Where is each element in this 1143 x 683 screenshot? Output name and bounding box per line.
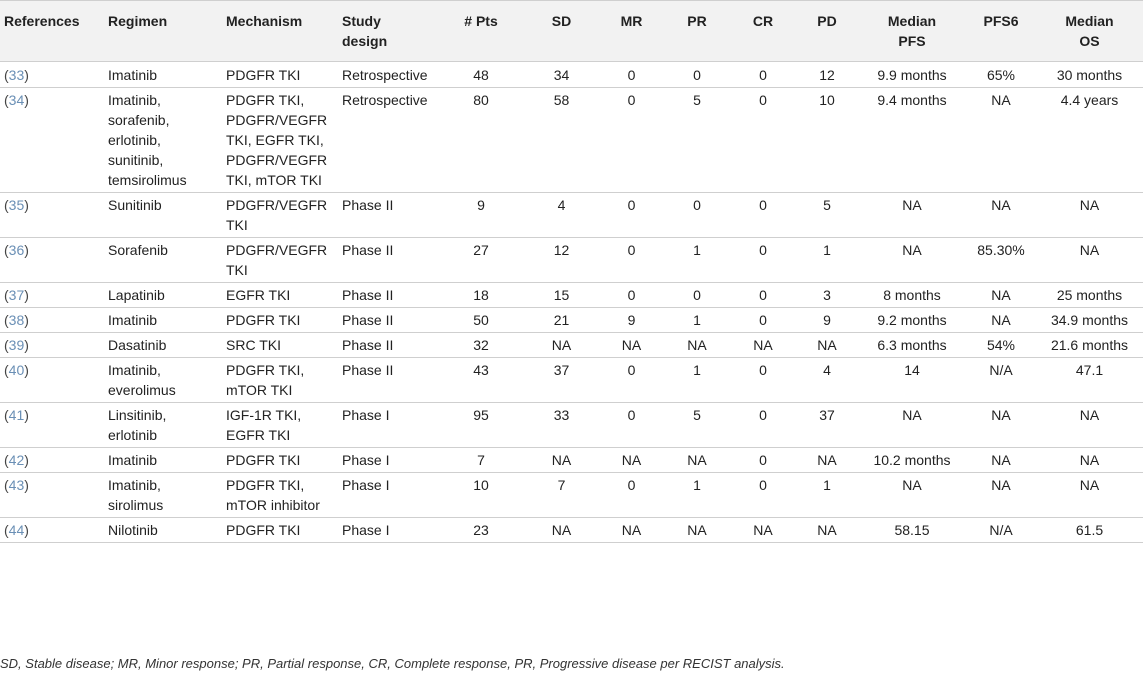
- median-os-cell: 61.5: [1036, 518, 1143, 543]
- header-median-os: Median OS: [1036, 1, 1143, 62]
- reference-close-paren: ): [24, 477, 29, 493]
- header-sd: SD: [524, 1, 599, 62]
- table-row: [0, 238, 1143, 283]
- pfs6-cell: 85.30%: [966, 238, 1036, 283]
- reference-open-paren: (: [4, 362, 9, 378]
- regimen-cell: Sorafenib: [104, 238, 222, 283]
- reference-close-paren: ): [24, 92, 29, 108]
- study-design-cell: Phase I: [338, 473, 438, 518]
- reference-cell: [0, 283, 104, 308]
- study-design-cell: Phase II: [338, 358, 438, 403]
- sd-cell: 58: [524, 88, 599, 193]
- median-os-cell: NA: [1036, 448, 1143, 473]
- reference-link[interactable]: 35: [8, 197, 25, 213]
- median-pfs-cell: 14: [858, 358, 966, 403]
- study-design-cell: Phase II: [338, 308, 438, 333]
- pr-cell: 5: [664, 88, 730, 193]
- reference-link[interactable]: 44: [8, 522, 25, 538]
- sd-cell: 33: [524, 403, 599, 448]
- pts-cell: 9: [438, 193, 524, 238]
- median-pfs-cell: NA: [858, 238, 966, 283]
- pts-cell: 80: [438, 88, 524, 193]
- pr-cell: NA: [664, 333, 730, 358]
- mr-cell: 0: [599, 238, 664, 283]
- table-row: [0, 358, 1143, 403]
- regimen-cell: Dasatinib: [104, 333, 222, 358]
- mechanism-cell: PDGFR TKI, PDGFR/VEGFR TKI, EGFR TKI, PDGFR/VEGFR TKI, mTOR TKI: [222, 88, 338, 193]
- study-design-cell: Phase I: [338, 403, 438, 448]
- median-os-cell: 47.1: [1036, 358, 1143, 403]
- study-design-cell: Phase II: [338, 238, 438, 283]
- pts-cell: 27: [438, 238, 524, 283]
- pfs6-cell: NA: [966, 308, 1036, 333]
- reference-cell: [0, 473, 104, 518]
- pd-cell: 1: [796, 473, 858, 518]
- regimen-cell: Imatinib, everolimus: [104, 358, 222, 403]
- study-design-cell: Phase I: [338, 518, 438, 543]
- sd-cell: NA: [524, 518, 599, 543]
- pr-cell: 0: [664, 283, 730, 308]
- mr-cell: 0: [599, 358, 664, 403]
- mr-cell: 9: [599, 308, 664, 333]
- median-os-cell: 30 months: [1036, 62, 1143, 88]
- table-row: [0, 403, 1143, 448]
- pr-cell: 1: [664, 238, 730, 283]
- reference-cell: [0, 403, 104, 448]
- header-pd: PD: [796, 1, 858, 62]
- sd-cell: 34: [524, 62, 599, 88]
- table-row: [0, 283, 1143, 308]
- reference-cell: [0, 518, 104, 543]
- cr-cell: NA: [730, 518, 796, 543]
- reference-close-paren: ): [24, 452, 29, 468]
- reference-link[interactable]: 36: [8, 242, 25, 258]
- reference-close-paren: ): [24, 287, 29, 303]
- reference-close-paren: ): [24, 197, 29, 213]
- header-mr: MR: [599, 1, 664, 62]
- regimen-cell: Lapatinib: [104, 283, 222, 308]
- median-pfs-cell: 10.2 months: [858, 448, 966, 473]
- reference-open-paren: (: [4, 337, 9, 353]
- header-regimen: Regimen: [104, 1, 222, 62]
- cr-cell: 0: [730, 448, 796, 473]
- cr-cell: 0: [730, 88, 796, 193]
- median-pfs-cell: NA: [858, 473, 966, 518]
- study-design-cell: Retrospective: [338, 62, 438, 88]
- pfs6-cell: NA: [966, 88, 1036, 193]
- reference-link[interactable]: 33: [8, 67, 25, 83]
- reference-open-paren: (: [4, 477, 9, 493]
- pfs6-cell: NA: [966, 403, 1036, 448]
- pfs6-cell: N/A: [966, 358, 1036, 403]
- cr-cell: 0: [730, 62, 796, 88]
- mechanism-cell: PDGFR TKI: [222, 308, 338, 333]
- median-pfs-cell: 9.9 months: [858, 62, 966, 88]
- pd-cell: 10: [796, 88, 858, 193]
- pd-cell: 1: [796, 238, 858, 283]
- pfs6-cell: NA: [966, 448, 1036, 473]
- sd-cell: 37: [524, 358, 599, 403]
- mr-cell: NA: [599, 448, 664, 473]
- pd-cell: NA: [796, 518, 858, 543]
- median-os-cell: 4.4 years: [1036, 88, 1143, 193]
- regimen-cell: Imatinib: [104, 308, 222, 333]
- mr-cell: 0: [599, 88, 664, 193]
- mr-cell: 0: [599, 283, 664, 308]
- regimen-cell: Nilotinib: [104, 518, 222, 543]
- pts-cell: 18: [438, 283, 524, 308]
- mr-cell: 0: [599, 62, 664, 88]
- table-footnote: SD, Stable disease; MR, Minor response; PR, Partial response, CR, Complete response, PR, Progressive disease per RECIST analysis.: [0, 656, 785, 671]
- pr-cell: 1: [664, 308, 730, 333]
- regimen-cell: Imatinib: [104, 62, 222, 88]
- pfs6-cell: NA: [966, 473, 1036, 518]
- mechanism-cell: PDGFR TKI, mTOR inhibitor: [222, 473, 338, 518]
- median-os-cell: NA: [1036, 403, 1143, 448]
- table-row: [0, 333, 1143, 358]
- reference-open-paren: (: [4, 452, 9, 468]
- reference-close-paren: ): [24, 312, 29, 328]
- median-pfs-cell: 9.4 months: [858, 88, 966, 193]
- cr-cell: 0: [730, 308, 796, 333]
- pfs6-cell: NA: [966, 193, 1036, 238]
- header-mechanism: Mechanism: [222, 1, 338, 62]
- sd-cell: 21: [524, 308, 599, 333]
- reference-link[interactable]: 38: [8, 312, 25, 328]
- cr-cell: 0: [730, 283, 796, 308]
- table-row: [0, 88, 1143, 193]
- table-row: [0, 473, 1143, 518]
- reference-cell: [0, 193, 104, 238]
- reference-link[interactable]: 42: [8, 452, 25, 468]
- reference-open-paren: (: [4, 407, 9, 423]
- reference-open-paren: (: [4, 287, 9, 303]
- pd-cell: 9: [796, 308, 858, 333]
- median-os-cell: 21.6 months: [1036, 333, 1143, 358]
- median-pfs-cell: 6.3 months: [858, 333, 966, 358]
- pr-cell: 1: [664, 358, 730, 403]
- mr-cell: 0: [599, 473, 664, 518]
- pd-cell: 37: [796, 403, 858, 448]
- regimen-cell: Linsitinib, erlotinib: [104, 403, 222, 448]
- reference-close-paren: ): [24, 522, 29, 538]
- sd-cell: 12: [524, 238, 599, 283]
- pr-cell: NA: [664, 448, 730, 473]
- header-pts: # Pts: [438, 1, 524, 62]
- pr-cell: 0: [664, 62, 730, 88]
- reference-open-paren: (: [4, 197, 9, 213]
- table-row: [0, 448, 1143, 473]
- pr-cell: 5: [664, 403, 730, 448]
- median-pfs-cell: NA: [858, 403, 966, 448]
- median-os-cell: NA: [1036, 238, 1143, 283]
- mechanism-cell: PDGFR/VEGFR TKI: [222, 193, 338, 238]
- reference-close-paren: ): [24, 67, 29, 83]
- pd-cell: NA: [796, 333, 858, 358]
- study-design-cell: Phase II: [338, 283, 438, 308]
- pr-cell: NA: [664, 518, 730, 543]
- pfs6-cell: NA: [966, 283, 1036, 308]
- median-pfs-cell: 58.15: [858, 518, 966, 543]
- regimen-cell: Sunitinib: [104, 193, 222, 238]
- cr-cell: 0: [730, 403, 796, 448]
- mechanism-cell: PDGFR/VEGFR TKI: [222, 238, 338, 283]
- reference-cell: [0, 62, 104, 88]
- median-pfs-cell: 8 months: [858, 283, 966, 308]
- study-design-cell: Retrospective: [338, 88, 438, 193]
- pr-cell: 0: [664, 193, 730, 238]
- reference-open-paren: (: [4, 312, 9, 328]
- table-row: [0, 518, 1143, 543]
- reference-open-paren: (: [4, 67, 9, 83]
- header-median-pfs: Median PFS: [858, 1, 966, 62]
- pts-cell: 43: [438, 358, 524, 403]
- table-header-row: [0, 1, 1143, 62]
- reference-close-paren: ): [24, 242, 29, 258]
- table-row: [0, 62, 1143, 88]
- pd-cell: 12: [796, 62, 858, 88]
- sd-cell: 4: [524, 193, 599, 238]
- pts-cell: 50: [438, 308, 524, 333]
- pts-cell: 7: [438, 448, 524, 473]
- cr-cell: 0: [730, 473, 796, 518]
- header-references: References: [0, 1, 104, 62]
- reference-cell: [0, 448, 104, 473]
- table-row: [0, 308, 1143, 333]
- reference-link[interactable]: 40: [8, 362, 25, 378]
- reference-cell: [0, 358, 104, 403]
- mechanism-cell: PDGFR TKI: [222, 518, 338, 543]
- reference-close-paren: ): [24, 407, 29, 423]
- pr-cell: 1: [664, 473, 730, 518]
- pfs6-cell: N/A: [966, 518, 1036, 543]
- regimen-cell: Imatinib: [104, 448, 222, 473]
- reference-close-paren: ): [24, 362, 29, 378]
- reference-open-paren: (: [4, 242, 9, 258]
- mr-cell: 0: [599, 193, 664, 238]
- reference-cell: [0, 333, 104, 358]
- mechanism-cell: PDGFR TKI, mTOR TKI: [222, 358, 338, 403]
- median-os-cell: 25 months: [1036, 283, 1143, 308]
- pts-cell: 48: [438, 62, 524, 88]
- study-design-cell: Phase II: [338, 333, 438, 358]
- mr-cell: NA: [599, 333, 664, 358]
- header-study-design: Study design: [338, 1, 438, 62]
- header-pfs6: PFS6: [966, 1, 1036, 62]
- reference-link[interactable]: 39: [8, 337, 25, 353]
- pfs6-cell: 65%: [966, 62, 1036, 88]
- median-pfs-cell: NA: [858, 193, 966, 238]
- pd-cell: NA: [796, 448, 858, 473]
- study-design-cell: Phase II: [338, 193, 438, 238]
- pd-cell: 3: [796, 283, 858, 308]
- reference-close-paren: ): [24, 337, 29, 353]
- pd-cell: 4: [796, 358, 858, 403]
- mr-cell: 0: [599, 403, 664, 448]
- reference-link[interactable]: 41: [8, 407, 25, 423]
- cr-cell: 0: [730, 358, 796, 403]
- regimen-cell: Imatinib, sorafenib, erlotinib, sunitinib, temsirolimus: [104, 88, 222, 193]
- mechanism-cell: PDGFR TKI: [222, 62, 338, 88]
- mechanism-cell: SRC TKI: [222, 333, 338, 358]
- reference-open-paren: (: [4, 522, 9, 538]
- pd-cell: 5: [796, 193, 858, 238]
- cr-cell: 0: [730, 193, 796, 238]
- reference-cell: [0, 308, 104, 333]
- cr-cell: NA: [730, 333, 796, 358]
- sd-cell: NA: [524, 333, 599, 358]
- sd-cell: 7: [524, 473, 599, 518]
- reference-link[interactable]: 34: [8, 92, 25, 108]
- cr-cell: 0: [730, 238, 796, 283]
- median-os-cell: NA: [1036, 193, 1143, 238]
- median-os-cell: 34.9 months: [1036, 308, 1143, 333]
- median-pfs-cell: 9.2 months: [858, 308, 966, 333]
- mechanism-cell: IGF-1R TKI, EGFR TKI: [222, 403, 338, 448]
- reference-cell: [0, 238, 104, 283]
- reference-link[interactable]: 43: [8, 477, 25, 493]
- reference-link[interactable]: 37: [8, 287, 25, 303]
- mechanism-cell: EGFR TKI: [222, 283, 338, 308]
- pts-cell: 10: [438, 473, 524, 518]
- mr-cell: NA: [599, 518, 664, 543]
- mechanism-cell: PDGFR TKI: [222, 448, 338, 473]
- pfs6-cell: 54%: [966, 333, 1036, 358]
- table-row: [0, 193, 1143, 238]
- header-pr: PR: [664, 1, 730, 62]
- header-cr: CR: [730, 1, 796, 62]
- reference-open-paren: (: [4, 92, 9, 108]
- sd-cell: NA: [524, 448, 599, 473]
- median-os-cell: NA: [1036, 473, 1143, 518]
- reference-cell: [0, 88, 104, 193]
- pts-cell: 23: [438, 518, 524, 543]
- pts-cell: 32: [438, 333, 524, 358]
- sd-cell: 15: [524, 283, 599, 308]
- study-design-cell: Phase I: [338, 448, 438, 473]
- table-body: [0, 62, 1143, 543]
- pts-cell: 95: [438, 403, 524, 448]
- regimen-cell: Imatinib, sirolimus: [104, 473, 222, 518]
